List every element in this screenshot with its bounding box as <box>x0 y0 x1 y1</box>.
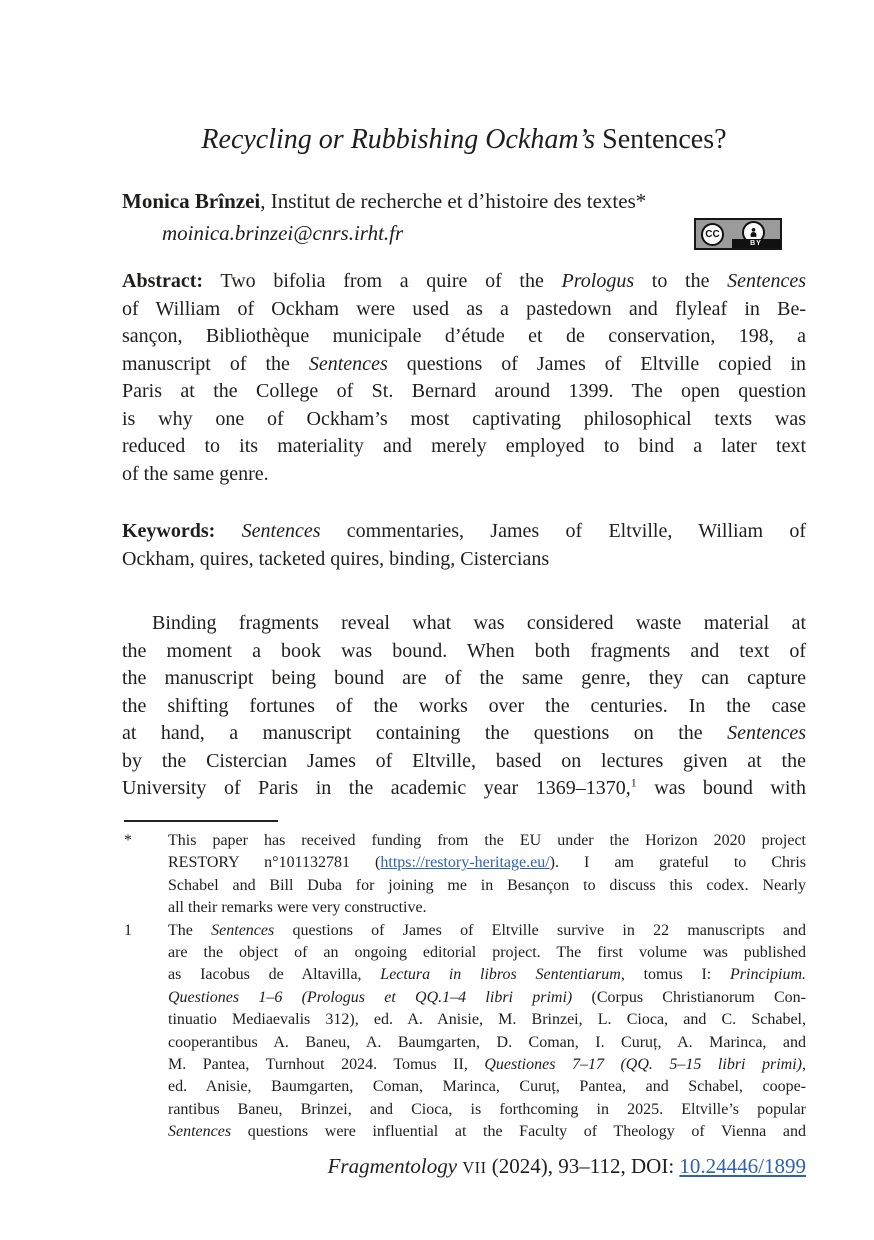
text-line <box>168 875 806 897</box>
text-line <box>168 1099 806 1121</box>
text-segment: M. Pantea, Turnhout 2024. Tomus II, <box>168 1056 485 1074</box>
text-segment: reduced to its materiality and merely employed to bind a later text <box>122 435 806 457</box>
footnote-separator <box>124 820 278 822</box>
author-line <box>122 189 806 214</box>
text-line <box>122 546 806 574</box>
footnotes <box>122 830 806 1144</box>
text-segment: This paper has received funding from the EU under the Horizon 2020 project <box>168 832 806 849</box>
text-segment: tinuatio Mediaevalis 312), ed. A. Anisie, M. Brinzei, L. Cioca, and C. Schabel, <box>168 1011 806 1029</box>
text-line <box>168 897 806 919</box>
text-line <box>122 433 806 461</box>
text-segment: Sentences <box>211 921 275 939</box>
restory-link[interactable]: https://restory-heritage.eu/ <box>380 854 550 872</box>
author-email: moinica.brinzei@cnrs.irht.fr <box>162 221 404 245</box>
text-line <box>122 638 806 666</box>
text-line <box>122 518 806 546</box>
author-affiliation: , Institut de recherche et d’histoire des textes* <box>260 189 647 213</box>
text-line <box>122 610 806 638</box>
text-segment: Sentences <box>308 352 388 375</box>
text-segment: the manuscript being bound are of the same genre, they can capture <box>122 667 806 689</box>
text-line <box>122 268 806 296</box>
text-segment: 1 <box>630 775 637 790</box>
text-segment: Binding fragments reveal what was considered waste material at <box>152 612 806 634</box>
text-line <box>122 461 806 489</box>
text-segment: the moment a book was bound. When both fragments and text of <box>122 639 806 662</box>
text-segment: is why one of Ockham’s most captivating philosophical texts was <box>122 407 806 430</box>
article-title <box>122 124 806 156</box>
text-segment: questions of James of Eltville copied in <box>387 352 807 375</box>
text-segment: RESTORY n°101132781 ( <box>168 854 381 872</box>
text-segment: as Iacobus de Altavilla, <box>168 966 381 984</box>
text-segment: Prologus <box>561 270 635 292</box>
cc-by-badge[interactable] <box>694 218 782 250</box>
text-segment: , <box>802 1056 807 1074</box>
body-paragraph <box>122 610 806 803</box>
text-line <box>168 1054 806 1076</box>
text-line <box>122 351 806 379</box>
text-segment: Fragmentology <box>327 1154 458 1178</box>
text-line <box>168 830 806 852</box>
text-segment: cooperantibus A. Baneu, A. Baumgarten, D. Coman, I. Curuț, A. Marinca, and <box>168 1033 806 1051</box>
text-segment: all their remarks were very constructive. <box>168 899 427 917</box>
text-line <box>122 720 806 748</box>
text-segment: Keywords: <box>122 520 216 542</box>
article-title-italic: Recycling or Rubbishing Ockham’s <box>201 124 603 155</box>
text-segment: questions were influential at the Faculty of Theology of Vienna and <box>231 1123 806 1141</box>
text-segment: , tomus I: <box>620 966 730 984</box>
by-label: BY <box>732 239 780 248</box>
text-segment: rantibus Baneu, Brinzei, and Cioca, is forthcoming in 2025. Eltville’s popular <box>168 1100 806 1118</box>
text-segment: (Corpus Christianorum Con- <box>572 988 806 1006</box>
journal-footer <box>122 1154 806 1179</box>
text-line <box>122 296 806 324</box>
text-line <box>168 920 806 942</box>
text-line <box>168 964 806 986</box>
footnote-1-text <box>168 920 806 1144</box>
text-segment: questions of James of Eltville survive in 22 manuscripts and <box>274 921 807 939</box>
footnote-star-text <box>168 830 806 920</box>
text-segment: Sentences <box>168 1123 232 1141</box>
text-segment: commentaries, James of Eltville, William of <box>320 520 806 542</box>
text-line <box>122 378 806 406</box>
text-line <box>122 665 806 693</box>
text-segment: manuscript of the <box>122 352 309 375</box>
text-segment: Ockham, quires, tacketed quires, binding, Cistercians <box>122 547 550 570</box>
text-line <box>122 748 806 776</box>
footnote-star-marker: * <box>124 832 132 849</box>
keywords-paragraph <box>122 518 806 573</box>
article-title-roman: Sentences? <box>602 124 727 155</box>
text-segment: (2024), 93–112, DOI: <box>486 1154 680 1178</box>
text-segment: of William of Ockham were used as a pastedown and flyleaf in Be- <box>122 297 806 320</box>
text-segment: Questiones 1–6 (Prologus et QQ.1–4 libri primi) <box>168 988 573 1006</box>
text-segment: sançon, Bibliothèque municipale d’étude et de conservation, 198, a <box>122 325 806 347</box>
text-segment: was bound with <box>636 777 806 799</box>
text-line <box>122 406 806 434</box>
text-segment: of the same genre. <box>122 462 269 485</box>
text-line <box>168 852 806 874</box>
text-segment: Principium. <box>730 966 806 984</box>
text-line <box>168 1121 806 1143</box>
author-name: Monica Brînzei <box>122 189 261 213</box>
text-segment: Questiones 7–17 (QQ. 5–15 libri primi) <box>484 1056 803 1074</box>
text-line <box>168 1009 806 1031</box>
text-line <box>168 1076 806 1098</box>
footnote-1-marker: 1 <box>124 921 132 939</box>
abstract-paragraph <box>122 268 806 488</box>
text-line <box>122 323 806 351</box>
text-segment: University of Paris in the academic year 1369–1370, <box>122 777 631 799</box>
text-line <box>168 987 806 1009</box>
doi-link[interactable]: 10.24446/1899 <box>679 1154 806 1178</box>
text-segment: Paris at the College of St. Bernard around 1399. The open question <box>122 380 806 402</box>
text-segment <box>215 520 241 542</box>
footnote-1 <box>122 920 806 1144</box>
footnote-star <box>122 830 806 920</box>
text-line <box>122 775 806 803</box>
text-segment: Sentences <box>241 520 321 542</box>
text-line <box>168 942 806 964</box>
text-segment: Lectura in libros Sententiarum <box>380 966 621 984</box>
text-segment: VII <box>462 1158 487 1177</box>
text-segment: ed. Anisie, Baumgarten, Coman, Marinca, Curuț, Pantea, and Schabel, coope- <box>168 1078 806 1096</box>
text-segment: to the <box>634 270 728 292</box>
text-segment: Two bifolia from a quire of the <box>203 270 562 292</box>
text-segment: Sentences <box>727 722 806 744</box>
text-line <box>168 1032 806 1054</box>
text-segment: at hand, a manuscript containing the questions on the <box>122 722 728 744</box>
text-segment: are the object of an ongoing editorial project. The first volume was published <box>168 944 806 962</box>
text-segment: The <box>168 921 212 939</box>
text-line <box>122 1154 806 1179</box>
text-segment: the shifting fortunes of the works over the centuries. In the case <box>122 694 806 717</box>
text-segment: ). I am grateful to Chris <box>549 854 806 872</box>
cc-logo-icon: CC <box>701 223 724 246</box>
text-segment: Abstract: <box>122 270 204 292</box>
text-segment: by the Cistercian James of Eltville, based on lectures given at the <box>122 749 806 772</box>
text-line <box>122 693 806 721</box>
text-segment: Sentences <box>727 270 806 292</box>
text-segment: Schabel and Bill Duba for joining me in Besançon to discuss this codex. Nearly <box>168 876 806 894</box>
